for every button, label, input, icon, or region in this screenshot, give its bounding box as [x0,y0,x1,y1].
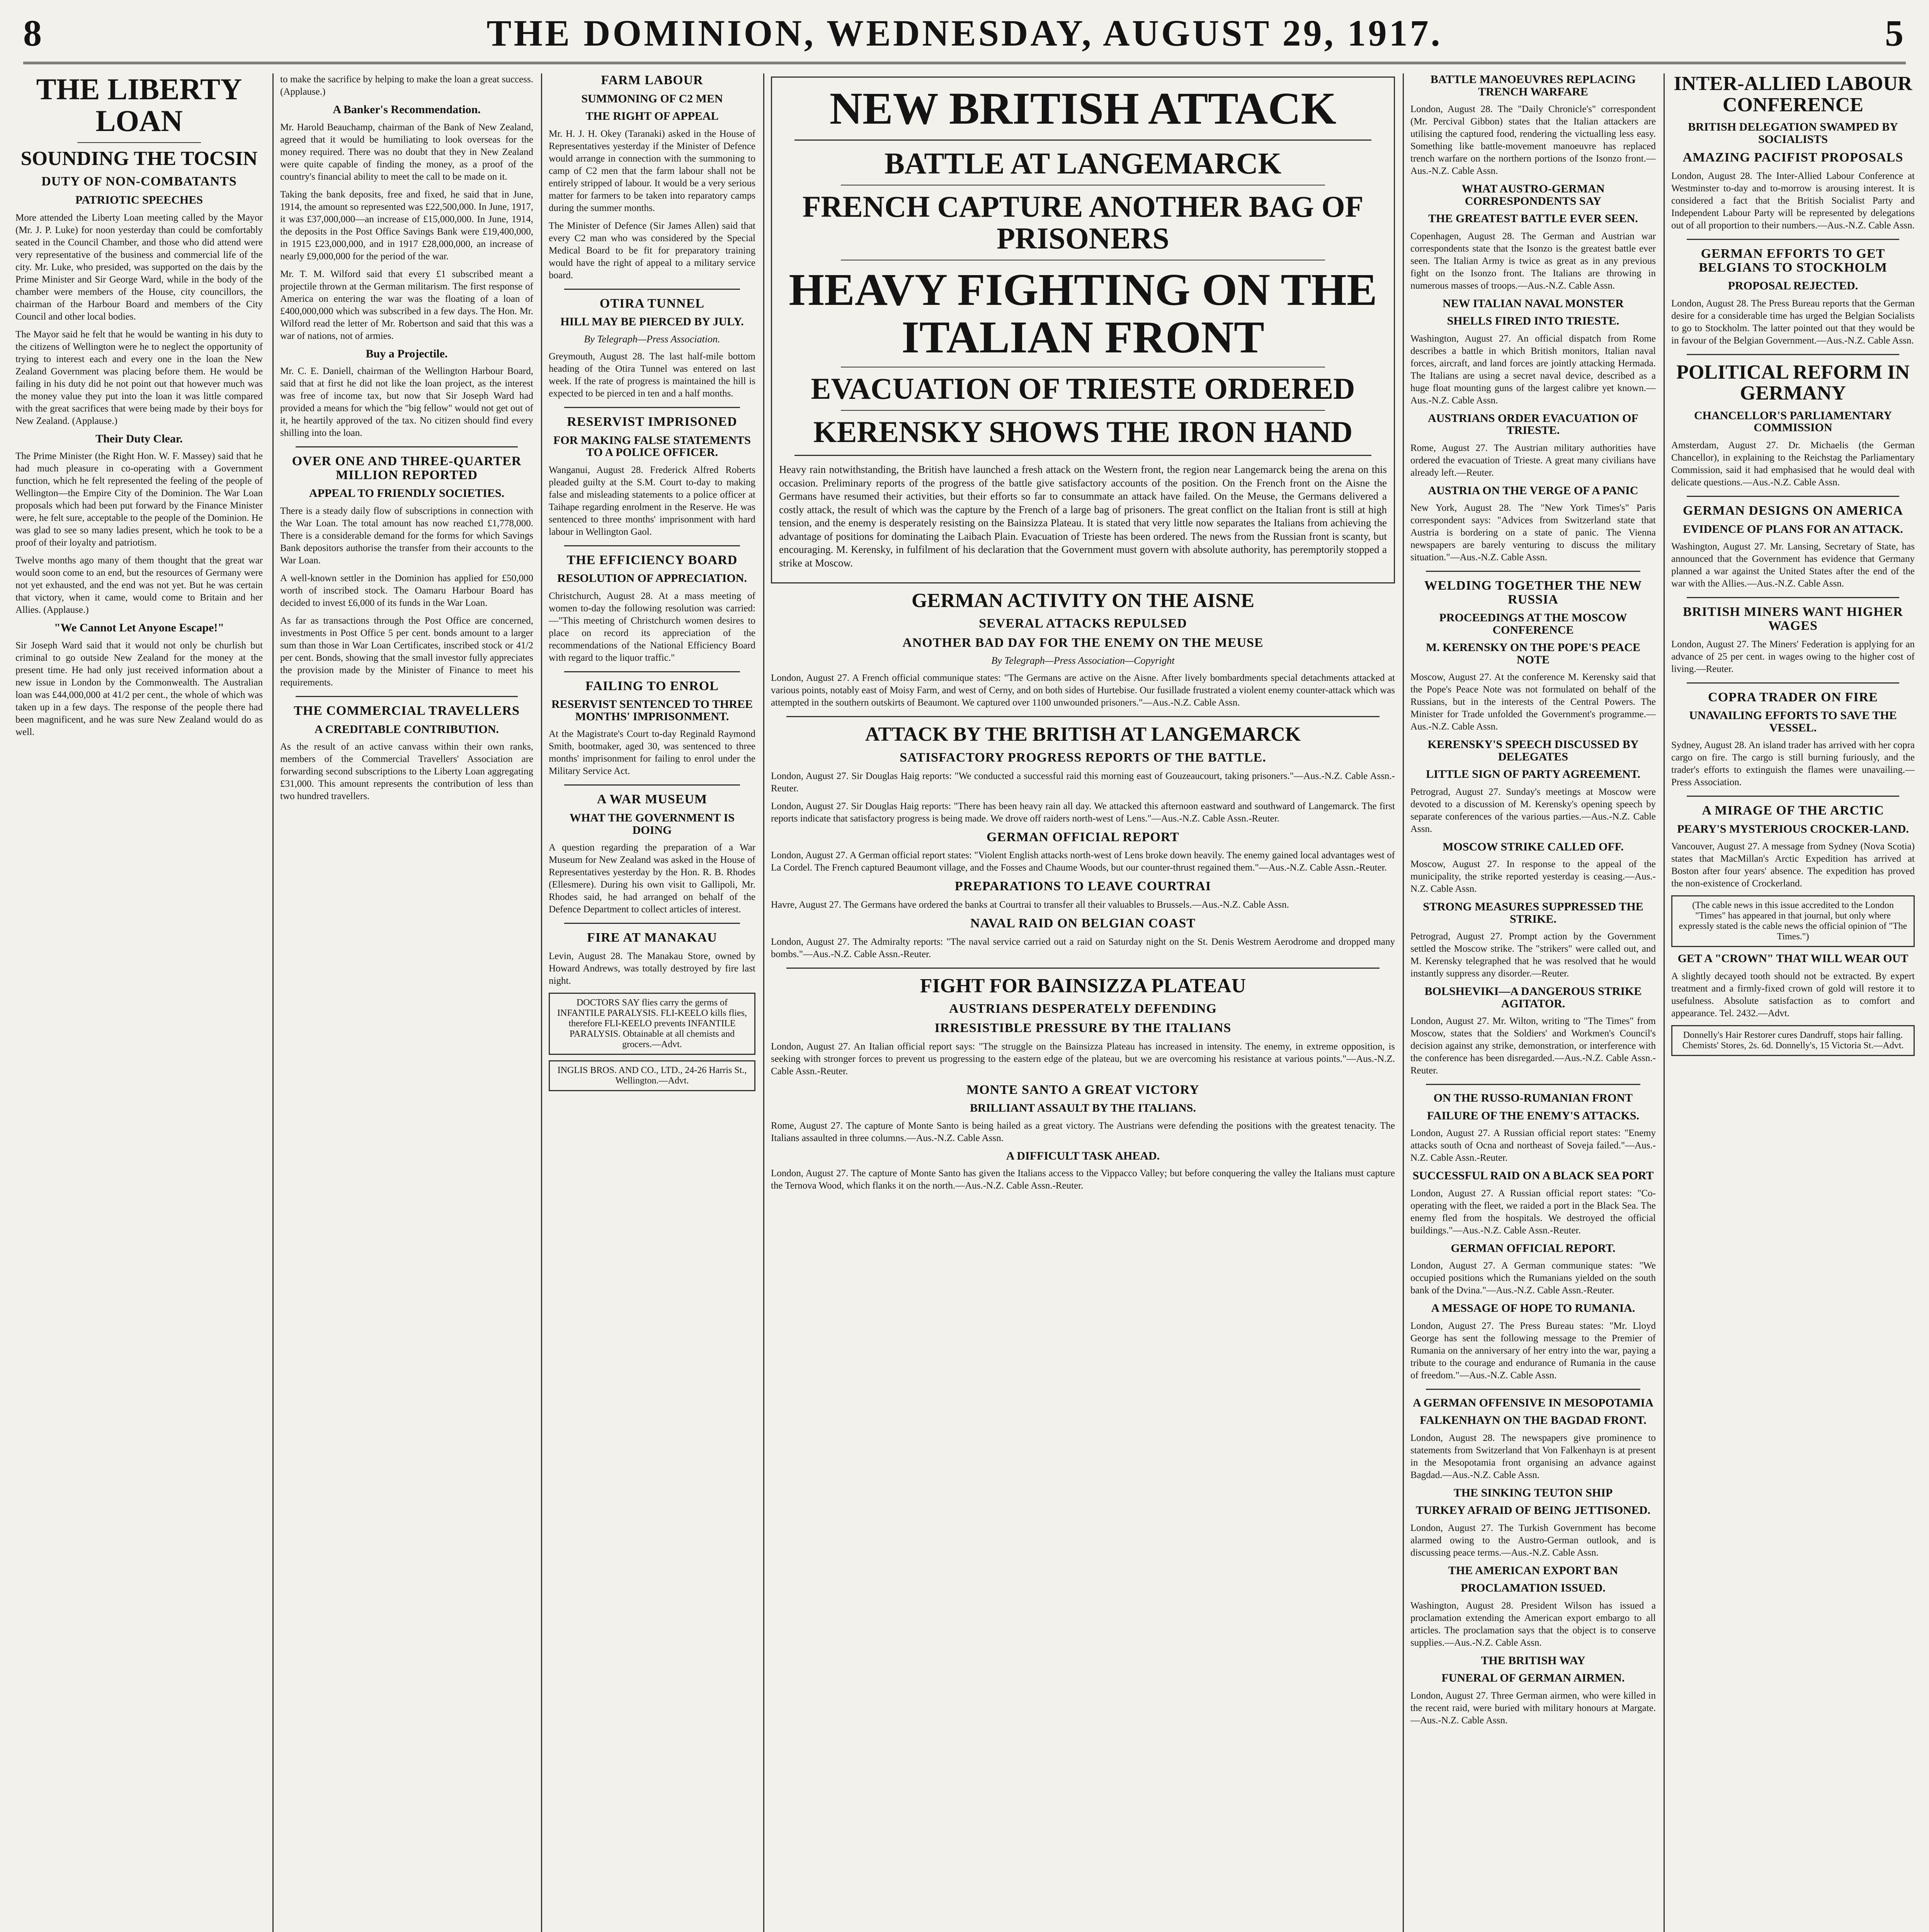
page-number-right: 5 [1885,12,1906,54]
subheadline: FALKENHAYN ON THE BAGDAD FRONT. [1420,1414,1647,1427]
divider [564,289,740,290]
article-paragraph: London, August 27. Sir Douglas Haig reports: "There has been heavy rain all day. We attacked this afternoon eastward and southward of Langemarck. The first reports indicate that satisfactory progress is being made. We drove off raiders north-west of Lens."—Aus.-N.Z. Cable Assn.-Reuter. [771,801,1395,824]
divider [1687,597,1899,598]
article-paragraph: A question regarding the preparation of a War Museum for New Zealand was asked in the House of Representatives yesterday by the Hon. R. B. Rhodes (Ellesmere). During his own visit to Gallipoli, Mr. Rhodes said, he had arranged on behalf of the Defence Department to collect articles of interest. [549,842,755,915]
article-paragraph: London, August 27. A Russian official report states: "Co-operating with the fleet, we raided a port in the Black Sea. The enemy fled from the hospitals. We destroyed the official buildings."—Aus.-N.Z. Cable Assn.-Reuter. [1410,1188,1656,1236]
headline: ATTACK BY THE BRITISH AT LANGEMARCK [865,723,1301,746]
section-heading: A DIFFICULT TASK AHEAD. [1006,1149,1160,1162]
divider [1687,354,1899,355]
article-paragraph: Moscow, August 27. At the conference M. Kerensky said that the Pope's Peace Note was not formulated on behalf of the Russians, but in the interests of the Central Powers. The Minister for Trade unfolded the Government's programme.—Aus.-N.Z. Cable Assn. [1410,672,1656,732]
headline: A MIRAGE OF THE ARCTIC [1702,803,1884,818]
subheadline: PATRIOTIC SPEECHES [75,194,203,207]
divider [786,716,1380,717]
advertisement: Donnelly's Hair Restorer cures Dandruff, stops hair falling. Chemists' Stores, 2s. 6d. Donnelly's, 15 Victoria St.—Advt. [1671,1025,1915,1056]
headline: NEW ITALIAN NAVAL MONSTER [1442,297,1624,310]
divider [564,923,740,924]
subheadline: FUNERAL OF GERMAN AIRMEN. [1441,1672,1625,1685]
summary-paragraph: Heavy rain notwithstanding, the British have launched a fresh attack on the Western front, the region near Langemarck being the arena on this occasion. Preliminary reports of the progress of the battle give satisfactory accounts of the position. On the French front on the Aisne the Germans have resumed their activities, but their efforts so far to consummate an attack have failed. On the Meuse, the Germans delivered a costly attack, the result of which was the capture by the French of a large bag of prisoners. The great conflict on the Italian front is still at high tension, and the enemy is desperately resisting on the Bainsizza Plateau. It is stated that very little now separates the Italians from achieving the advantage of positions for dominating the Laibach Plain. Evacuation of Trieste has been ordered. The news from the Russian front is scanty, but encouraging. M. Kerensky, in fulfilment of his declaration that the Government must govern with absolute authority, has peremptorily stopped a strike at Moscow. [779,464,1387,569]
divider [77,142,201,143]
advertisement: DOCTORS SAY flies carry the germs of INFANTILE PARALYSIS. FLI-KEELO kills flies, therefore FLI-KEELO prevents INFANTILE PARALYSIS. Obtainable at all chemists and grocers.—Advt. [549,993,755,1055]
headline: A GERMAN OFFENSIVE IN MESOPOTAMIA [1413,1396,1653,1409]
headline: THE SINKING TEUTON SHIP [1453,1486,1613,1499]
headline: ON THE RUSSO-RUMANIAN FRONT [1433,1092,1633,1105]
subheadline: THE GREATEST BATTLE EVER SEEN. [1428,212,1638,225]
article-paragraph: The Prime Minister (the Right Hon. W. F. Massey) said that he had much pleasure in co-operating with a Government function, which he felt represented the feeling of the people of Wellington—the Empire City of the Dominion. The War Loan proposals which had been put forward by the Finance Minister were, he felt sure, acceptable to the people of the Dominion. He was glad to see so many ladies present, which he took to be a proof of their loyalty and patriotism. [15,451,263,548]
byline: By Telegraph—Press Association. [584,333,720,345]
column-rule [1664,73,1665,1932]
divider [296,696,518,697]
subheadline: SEVERAL ATTACKS REPULSED [979,616,1187,631]
section-heading: PREPARATIONS TO LEAVE COURTRAI [954,879,1211,894]
headline: BATTLE MANOEUVRES REPLACING TRENCH WARFARE [1430,73,1636,98]
article-paragraph: Petrograd, August 27. Sunday's meetings at Moscow were devoted to a discussion of M. Kerensky's opening speech by separate conferences of the various parties.—Aus.-N.Z. Cable Assn. [1410,786,1656,834]
headline: OVER ONE AND THREE-QUARTER MILLION REPORTED [292,454,522,482]
article-paragraph: London, August 27. A French official communique states: "The Germans are active on the Aisne. After lively bombardments special detachments attacked at various points, notably east of Moisy Farm, and west of Cerny, and on both sides of Hurtebise. Our fusillade frustrated a violent enemy counter-attack which was attempted in the southern outskirts of Beaumont. We captured over 1100 unwounded prisoners."—Aus.-N.Z. Cable Assn. [771,673,1395,708]
masthead-title: THE DOMINION, WEDNESDAY, AUGUST 29, 1917. [487,12,1442,54]
divider [1426,1084,1640,1085]
advertisement: INGLIS BROS. AND CO., LTD., 24-26 Harris St., Wellington.—Advt. [549,1060,755,1091]
headline: A MESSAGE OF HOPE TO RUMANIA. [1431,1302,1635,1315]
divider [841,410,1325,411]
article-paragraph: London, August 27. The Press Bureau states: "Mr. Lloyd George has sent the following message to the Premier of Rumania on the anniversary of her entry into the war, paying a tribute to the courage and endurance of Rumania in the cause of freedom."—Aus.-N.Z. Cable Assn. [1410,1320,1656,1381]
divider [564,784,740,786]
subheadline: RESERVIST SENTENCED TO THREE MONTHS' IMPRISONMENT. [551,698,753,723]
divider [564,671,740,672]
article-paragraph: London, August 27. An Italian official report says: "The struggle on the Bainsizza Plateau has increased in intensity. The enemy, in extreme opposition, is seeking with stronger forces to prevent us progressing to the eastern edge of the plateau, but we are overcoming his resistance at various points."—Aus.-N.Z. Cable Assn.-Reuter. [771,1041,1395,1077]
divider [1687,239,1899,240]
subheadline: KERENSKY SHOWS THE IRON HAND [813,415,1353,449]
article-paragraph: Wanganui, August 28. Frederick Alfred Roberts pleaded guilty at the S.M. Court to-day to making false and misleading statements to a police officer at Taihape regarding enrolment in the Reserve. He was sentenced to three months' imprisonment with hard labour in Wellington Gaol. [549,464,755,537]
article-paragraph: London, August 28. The "Daily Chronicle's" correspondent (Mr. Percival Gibbon) states that the Italian attackers are utilising the captured food, rendering the victualling less easy. Something like battle-movement manoeuvre has replaced trench warfare on the northern portions of the Isonzo front.—Aus.-N.Z. Cable Assn. [1410,104,1656,176]
headline: WHAT AUSTRO-GERMAN CORRESPONDENTS SAY [1461,182,1605,207]
article-paragraph: The Minister of Defence (Sir James Allen) said that every C2 man who was considered by the Special Medical Board to be fit for preparatory training would have the right of appeal to a military service board. [549,220,755,281]
headline: SUCCESSFUL RAID ON A BLACK SEA PORT [1412,1169,1654,1182]
divider [786,968,1380,969]
headline: AUSTRIANS ORDER EVACUATION OF TRIESTE. [1428,412,1638,437]
headline: RESERVIST IMPRISONED [567,414,737,429]
article-paragraph: Greymouth, August 28. The last half-mile bottom heading of the Otira Tunnel was entered on last week. If the rate of progress is maintained the hill is expected to be pierced in ten and a half months. [549,351,755,399]
article-paragraph: London, August 27. The Miners' Federation is applying for an advance of 25 per cent. in wages owing to the higher cost of living.—Reuter. [1671,639,1915,674]
headline: FAILING TO ENROL [585,679,719,693]
divider [1426,1389,1640,1390]
divider [794,139,1371,141]
headline: OTIRA TUNNEL [599,296,705,311]
divider [564,407,740,408]
main-headline: NEW BRITISH ATTACK [829,83,1337,134]
divider [794,455,1371,456]
subheadline: APPEAL TO FRIENDLY SOCIETIES. [309,487,505,500]
article-paragraph: London, August 27. The Admiralty reports: "The naval service carried out a raid on Saturday night on the St. Denis Westrem Aerodrome and dropped many bombs."—Aus.-N.Z. Cable Assn.-Reuter. [771,936,1395,959]
article-paragraph: Washington, August 28. President Wilson has issued a proclamation extending the American export embargo to all articles. The proclamation says that the object is to conserve supplies.—Aus.-N.Z. Cable Assn. [1410,1600,1656,1648]
article-paragraph: London, August 27. The capture of Monte Santo has given the Italians access to the Vippacco Valley; but before conquering the valley the Italians must capture the Ternova Wood, which flanks it on the north.—Aus.-N.Z. Cable Assn.-Reuter. [771,1168,1395,1191]
article-paragraph: Sir Joseph Ward said that it would not only be churlish but criminal to go outside New Zealand for the money at the present time. He had only just received information about a new issue in London by the Commonwealth. The Australian loan was £44,000,000 at 41/2 per cent., the whole of which was taken up in a few days. The response of the people there had been magnificent, and he was sure New Zealand would do as well. [15,640,263,737]
article-paragraph: As the result of an active canvass within their own ranks, members of the Commercial Travellers' Association are forwarding second subscriptions to the Liberty Loan aggregating £31,000. This amount represents the contribution of less than two hundred travellers. [280,742,533,802]
article-paragraph: Mr. T. M. Wilford said that every £1 subscribed meant a projectile thrown at the German militarism. The first response of America on entering the war was the floating of a loan of £400,000,000 which was subscribed in a few days. The Hon. Mr. Wilford read the letter of Mr. Robertson and said that this was a war of nations, not of armies. [280,269,533,341]
article-paragraph: Mr. H. J. H. Okey (Taranaki) asked in the House of Representatives yesterday if the Minister of Defence would arrange in connection with the summoning to camp of C2 men that the farm labour shall not be entirely stripped of labour. It would be a very serious matter for farmers to be taken into reparatory camps during the summer months. [549,128,755,213]
headline: THE AMERICAN EXPORT BAN [1448,1564,1618,1577]
article-paragraph: Taking the bank deposits, free and fixed, he said that in June, 1914, the amount so represented was £22,500,000. In June, 1917, it was £37,000,000—an increase of £15,000,000. In June, 1914, the deposits in the Post Office Savings Bank were £19,400,000, in 1915 £23,000,000, and in 1917 £28,000,000, an increase of nearly £9,000,000 for the period of the war. [280,189,533,262]
headline: BRITISH MINERS WANT HIGHER WAGES [1683,605,1903,633]
subheadline: A CREDITABLE CONTRIBUTION. [314,723,499,736]
article-paragraph: Copenhagen, August 28. The German and Austrian war correspondents state that the Isonzo is the greatest battle ever seen. The Italian Army is twice as great as in any previous fight on the Isonzo front. The Italians are throwing in numerous masses of troops.—Aus.-N.Z. Cable Assn. [1410,231,1656,291]
subheadline: HEAVY FIGHTING ON THE ITALIAN FRONT [789,264,1377,363]
subheadline: BRILLIANT ASSAULT BY THE ITALIANS. [970,1102,1196,1115]
subheadline: WHAT THE GOVERNMENT IS DOING [569,811,735,837]
subheadline: SOUNDING THE TOCSIN [20,147,258,170]
subheadline: SUMMONING OF C2 MEN [581,92,723,105]
subheadline: EVIDENCE OF PLANS FOR AN ATTACK. [1683,522,1903,536]
headline-block [771,77,1395,583]
column-farm-labour [549,73,755,1097]
headline: GERMAN ACTIVITY ON THE AISNE [911,589,1255,612]
article-paragraph: London, August 28. The Inter-Allied Labour Conference at Westminster to-day and to-morrow is arousing interest. It is considered a fact that the British Socialist Party and Independent Labour Party will be represented by delegations out of all proportion to their numbers.—Aus.-N.Z. Cable Assn. [1671,170,1915,231]
headline: GERMAN OFFICIAL REPORT. [1451,1242,1616,1255]
headline: GET A "CROWN" THAT WILL WEAR OUT [1677,952,1909,965]
headline: THE EFFICIENCY BOARD [566,553,738,567]
headline: FARM LABOUR [601,73,703,87]
headline: THE BRITISH WAY [1481,1654,1585,1667]
subheadline: PEARY'S MYSTERIOUS CROCKER-LAND. [1677,822,1909,835]
section-heading: NAVAL RAID ON BELGIAN COAST [970,916,1196,931]
editorial-note: (The cable news in this issue accredited to the London "Times" has appeared in that journal, but only where expressly stated is the cable news the official opinion of "The Times.") [1671,895,1915,947]
article-paragraph: There is a steady daily flow of subscriptions in connection with the War Loan. The total amount has now reached £1,778,000. There is a considerable demand for the forms for which Savings Bank depositors authorise the transfer from their accounts to the War Loan. [280,505,533,566]
article-paragraph: Mr. Harold Beauchamp, chairman of the Bank of New Zealand, agreed that it would be humiliating to look overseas for the money required. There was no doubt that they in New Zealand were quite capable of finding the money, as a proof of the country's financial ability to meet the call to be made on it. [280,122,533,182]
article-paragraph: Washington, August 27. An official dispatch from Rome describes a battle in which British monitors, Italian naval forces, aircraft, and land forces are jointly attacking Hermada. The Italians are using a secret naval device, described as a huge float mounting guns of the largest calibre yet known.—Aus.-N.Z. Cable Assn. [1410,333,1656,406]
subheadline: UNAVAILING EFFORTS TO SAVE THE VESSEL. [1689,709,1897,734]
article-paragraph: Vancouver, August 27. A message from Sydney (Nova Scotia) states that MacMillan's Arctic Expedition has arrived at Boston after four years' absence. The expedition has proved the non-existence of Crockerland. [1671,841,1915,889]
subheadline: FRENCH CAPTURE ANOTHER BAG OF PRISONERS [802,189,1364,255]
byline: By Telegraph—Press Association—Copyright [991,655,1175,667]
page-number-left: 8 [23,12,44,54]
article-paragraph: London, August 28. The Press Bureau reports that the German desire for a considerable time has urged the Belgian Socialists to go to Stockholm. The latter pointed out that they would be in favour of the Belgian Government.—Aus.-N.Z. Cable Assn. [1671,298,1915,346]
subheadline: AMAZING PACIFIST PROPOSALS [1682,150,1903,165]
article-paragraph: Amsterdam, August 27. Dr. Michaelis (the German Chancellor), in explaining to the Reichstag the Parliamentary Commission, said it had emphasised that he would deal with delicate questions.—Aus.-N.Z. Cable Assn. [1671,440,1915,488]
headline: BOLSHEVIKI—A DANGEROUS STRIKE AGITATOR. [1424,985,1642,1010]
article-paragraph: London, August 27. Sir Douglas Haig reports: "We conducted a successful raid this morning east of Gouzeaucourt, taking prisoners."—Aus.-N.Z. Cable Assn.-Reuter. [771,770,1395,794]
subheadline: SATISFACTORY PROGRESS REPORTS OF THE BATTLE. [900,750,1266,765]
column-labour-conference [1671,73,1915,1061]
divider [1687,682,1899,684]
subheadline: CHANCELLOR'S PARLIAMENTARY COMMISSION [1694,409,1892,434]
article-paragraph: Rome, August 27. The Austrian military authorities have ordered the evacuation of Trieste. A great many civilians have already left.—Reuter. [1410,442,1656,478]
subheadline: EVACUATION OF TRIESTE ORDERED [811,372,1355,406]
subheadline: HILL MAY BE PIERCED BY JULY. [560,315,744,328]
subheadline: TURKEY AFRAID OF BEING JETTISONED. [1415,1504,1651,1517]
article-paragraph: London, August 27. The Turkish Government has become alarmed owing to the Austro-German outlook, and is discussing peace terms.—Aus.-N.Z. Cable Assn. [1410,1522,1656,1558]
subheadline: DUTY OF NON-COMBATANTS [41,174,237,189]
article-paragraph: Twelve months ago many of them thought that the great war would soon come to an end, but the resources of Germany were not yet exhausted, and the end was not yet. But he was certain that victory, when it came, would come to Britain and her Allies. (Applause.) [15,555,263,616]
subheadline: M. KERENSKY ON THE POPE'S PEACE NOTE [1425,641,1641,666]
headline: GERMAN DESIGNS ON AMERICA [1683,503,1903,518]
subheadline: IRRESISTIBLE PRESSURE BY THE ITALIANS [934,1021,1232,1036]
subheadline: BRITISH DELEGATION SWAMPED BY SOCIALISTS [1688,121,1898,146]
headline: FIRE AT MANAKAU [587,930,717,945]
section-heading: GERMAN OFFICIAL REPORT [987,830,1179,844]
masthead [23,4,1906,64]
article-paragraph: to make the sacrifice by helping to make the loan a great success. (Applause.) [280,74,533,97]
article-paragraph: Moscow, August 27. In response to the appeal of the municipality, the strike reported yesterday is ceasing.—Aus.-N.Z. Cable Assn. [1410,859,1656,895]
article-paragraph: At the Magistrate's Court to-day Reginald Raymond Smith, bootmaker, aged 30, was sentenced to three months' imprisonment for failing to enrol under the Military Service Act. [549,729,755,777]
headline: COPRA TRADER ON FIRE [1708,690,1878,704]
article-paragraph: London, August 28. The newspapers give prominence to statements from Switzerland that Von Falkenhayn is at present in the Mesopotamia front organising an advance against Bagdad.—Aus.-N.Z. Cable Assn. [1410,1432,1656,1480]
article-paragraph: Christchurch, August 28. At a mass meeting of women to-day the following resolution was carried:—"This meeting of Christchurch women desires to place on record its appreciation of the recommendations of the National Efficiency Board with regard to the liquor traffic." [549,590,755,663]
subheadline: BATTLE AT LANGEMARCK [884,146,1282,180]
column-rule [541,73,542,1932]
subheadline: PROCLAMATION ISSUED. [1461,1582,1606,1595]
headline: A WAR MUSEUM [597,792,708,807]
article-paragraph: London, August 27. Three German airmen, who were killed in the recent raid, were buried with military honours at Margate.—Aus.-N.Z. Cable Assn. [1410,1690,1656,1726]
article-paragraph: Sydney, August 28. An island trader has arrived with her copra cargo on fire. The cargo is still burning furiously, and the trader's efforts to extinguish the flames were unavailing.—Press Association. [1671,740,1915,788]
article-paragraph: Mr. C. E. Daniell, chairman of the Wellington Harbour Board, said that at first he did not like the loan project, as the interest was free of income tax, but now that Sir Joseph Ward had provided a means for which the "big fellow" would not get out of it, he heartily approved of the tax. No citizen should find every shilling into the loan. [280,366,533,438]
subheadline: PROPOSAL REJECTED. [1728,279,1858,293]
column-rule [763,73,764,1932]
headline: KERENSKY'S SPEECH DISCUSSED BY DELEGATES [1427,738,1639,763]
subheadline: AUSTRIANS DESPERATELY DEFENDING [949,1002,1217,1016]
headline: THE LIBERTY LOAN [36,73,242,138]
article-paragraph: As far as transactions through the Post Office are concerned, investments in Post Office 5 per cent. bonds amount to a larger sum than those in War Loan Certificates, inscribed stock or 41/2 per cent. Bonds, showing that the small investor fully appreciates the provision made by the Minister of Finance to meet his requirements. [280,615,533,688]
article-paragraph: Washington, August 27. Mr. Lansing, Secretary of State, has announced that the Government has evidence that Germany planned a war against the United States after the end of the war with the Allies.—Aus.-N.Z. Cable Assn. [1671,541,1915,589]
article-paragraph: A well-known settler in the Dominion has applied for £50,000 worth of inscribed stock. The Oamaru Harbour Board has decided to invest £6,000 of its funds in the War Loan. [280,573,533,608]
article-paragraph: A slightly decayed tooth should not be extracted. By expert treatment and a firmly-fixed crown of gold will restore it to usefulness. Absolute satisfaction as to comfort and appearance. Tel. 2432.—Advt. [1671,971,1915,1019]
section-heading: Buy a Projectile. [366,347,448,360]
subheadline: THE RIGHT OF APPEAL [585,110,719,123]
subheadline: ANOTHER BAD DAY FOR THE ENEMY ON THE MEUSE [902,635,1264,650]
subheadline: RESOLUTION OF APPRECIATION. [557,572,747,585]
column-loan-continued [280,73,533,808]
column-italian-russian-news [1410,73,1656,1732]
headline: MOSCOW STRIKE CALLED OFF. [1442,840,1624,853]
headline: FIGHT FOR BAINSIZZA PLATEAU [920,975,1246,997]
headline: WELDING TOGETHER THE NEW RUSSIA [1424,578,1642,607]
headline: GERMAN EFFORTS TO GET BELGIANS TO STOCKHOLM [1699,246,1887,275]
article-paragraph: Rome, August 27. The capture of Monte Santo is being hailed as a great victory. The Austrians were defending the positions with the greatest tenacity. The Italians assaulted in three columns.—Aus.-N.Z. Cable Assn. [771,1120,1395,1143]
article-paragraph: Petrograd, August 27. Prompt action by the Government settled the Moscow strike. The "strikers" were called out, and M. Kerensky telegraphed that he was resolved that he would instantly suppress any disorder.—Reuter. [1410,931,1656,979]
article-paragraph: Levin, August 28. The Manakau Store, owned by Howard Andrews, was totally destroyed by fire last night. [549,951,755,986]
section-heading: A Banker's Recommendation. [333,103,481,116]
article-paragraph: Havre, August 27. The Germans have ordered the banks at Courtrai to transfer all their valuables to Brussels.—Aus.-N.Z. Cable Assn. [771,900,1289,910]
headline: THE COMMERCIAL TRAVELLERS [294,703,520,718]
section-heading: Their Duty Clear. [95,432,183,445]
headline: POLITICAL REFORM IN GERMANY [1676,361,1910,405]
divider [296,446,518,447]
divider [1426,571,1640,572]
article-paragraph: London, August 27. A German communique states: "We occupied positions which the Rumanians yielded on the south bank of the Dvina."—Aus.-N.Z. Cable Assn.-Reuter. [1410,1260,1656,1296]
article-paragraph: London, August 27. A German official report states: "Violent English attacks north-west of Lens broke down heavily. The enemy gained local advantages west of La Cordel. The French captured Beaumont village, and the Fosses and Chaume Woods, but our counter-thrust regained them."—Aus.-N.Z. Cable Assn.-Reuter. [771,850,1395,873]
column-liberty-loan [15,73,263,744]
headline: AUSTRIA ON THE VERGE OF A PANIC [1428,484,1638,497]
article-paragraph: London, August 27. Mr. Wilton, writing to "The Times" from Moscow, states that the Soldiers' and Workmen's Council's decision against any strike, demonstration, or interference with the conference has been disregarded.—Aus.-N.Z. Cable Assn.-Reuter. [1410,1016,1656,1076]
article-paragraph: More attended the Liberty Loan meeting called by the Mayor (Mr. J. P. Luke) for noon yesterday than could be comfortably seated in the Council Chamber, and those who did attend were very representative of the business and commercial life of the city. Mr. Luke, who presided, was supported on the dais by the Prime Minister and Sir George Ward, while in the body of the chamber were members of the House, city councillors, the chairman of the Harbour Board and members of the City Council and other local bodies. [15,212,263,322]
subheadline: LITTLE SIGN OF PARTY AGREEMENT. [1426,768,1640,781]
column-war-news [771,73,1395,1197]
column-rule [272,73,274,1932]
divider [564,545,740,546]
subheadline: FOR MAKING FALSE STATEMENTS TO A POLICE OFFICER. [553,434,751,459]
subheadline: FAILURE OF THE ENEMY'S ATTACKS. [1427,1109,1640,1122]
article-paragraph: The Mayor said he felt that he would be wanting in his duty to the citizens of Wellington were he to neglect the opportunity of trying to interest each and every one in the loan the New Zealand Government was placing before them. He would be failing in his duty did he not point out that however much was the money value they put into the loan it was little compared with the great sacrifices that were being made by their boys for New Zealand. (Applause.) [15,329,263,426]
headline: INTER-ALLIED LABOUR CONFERENCE [1674,73,1912,116]
divider [1687,496,1899,497]
section-heading: MONTE SANTO A GREAT VICTORY [966,1082,1199,1097]
article-paragraph: London, August 27. A Russian official report states: "Enemy attacks south of Ocna and northeast of Soveja failed."—Aus.-N.Z. Cable Assn.-Reuter. [1410,1128,1656,1163]
divider [1687,796,1899,797]
column-rule [1403,73,1404,1932]
article-paragraph: New York, August 28. The "New York Times's" Paris correspondent says: "Advices from Switzerland state that Austria is bordering on a state of panic. The Vienna newspapers are barely venturing to discuss the military situation."—Aus.-N.Z. Cable Assn. [1410,503,1656,563]
headline: STRONG MEASURES SUPPRESSED THE STRIKE. [1423,900,1643,925]
section-heading: "We Cannot Let Anyone Escape!" [54,621,224,634]
subheadline: PROCEEDINGS AT THE MOSCOW CONFERENCE [1439,611,1627,636]
subheadline: SHELLS FIRED INTO TRIESTE. [1447,315,1619,327]
